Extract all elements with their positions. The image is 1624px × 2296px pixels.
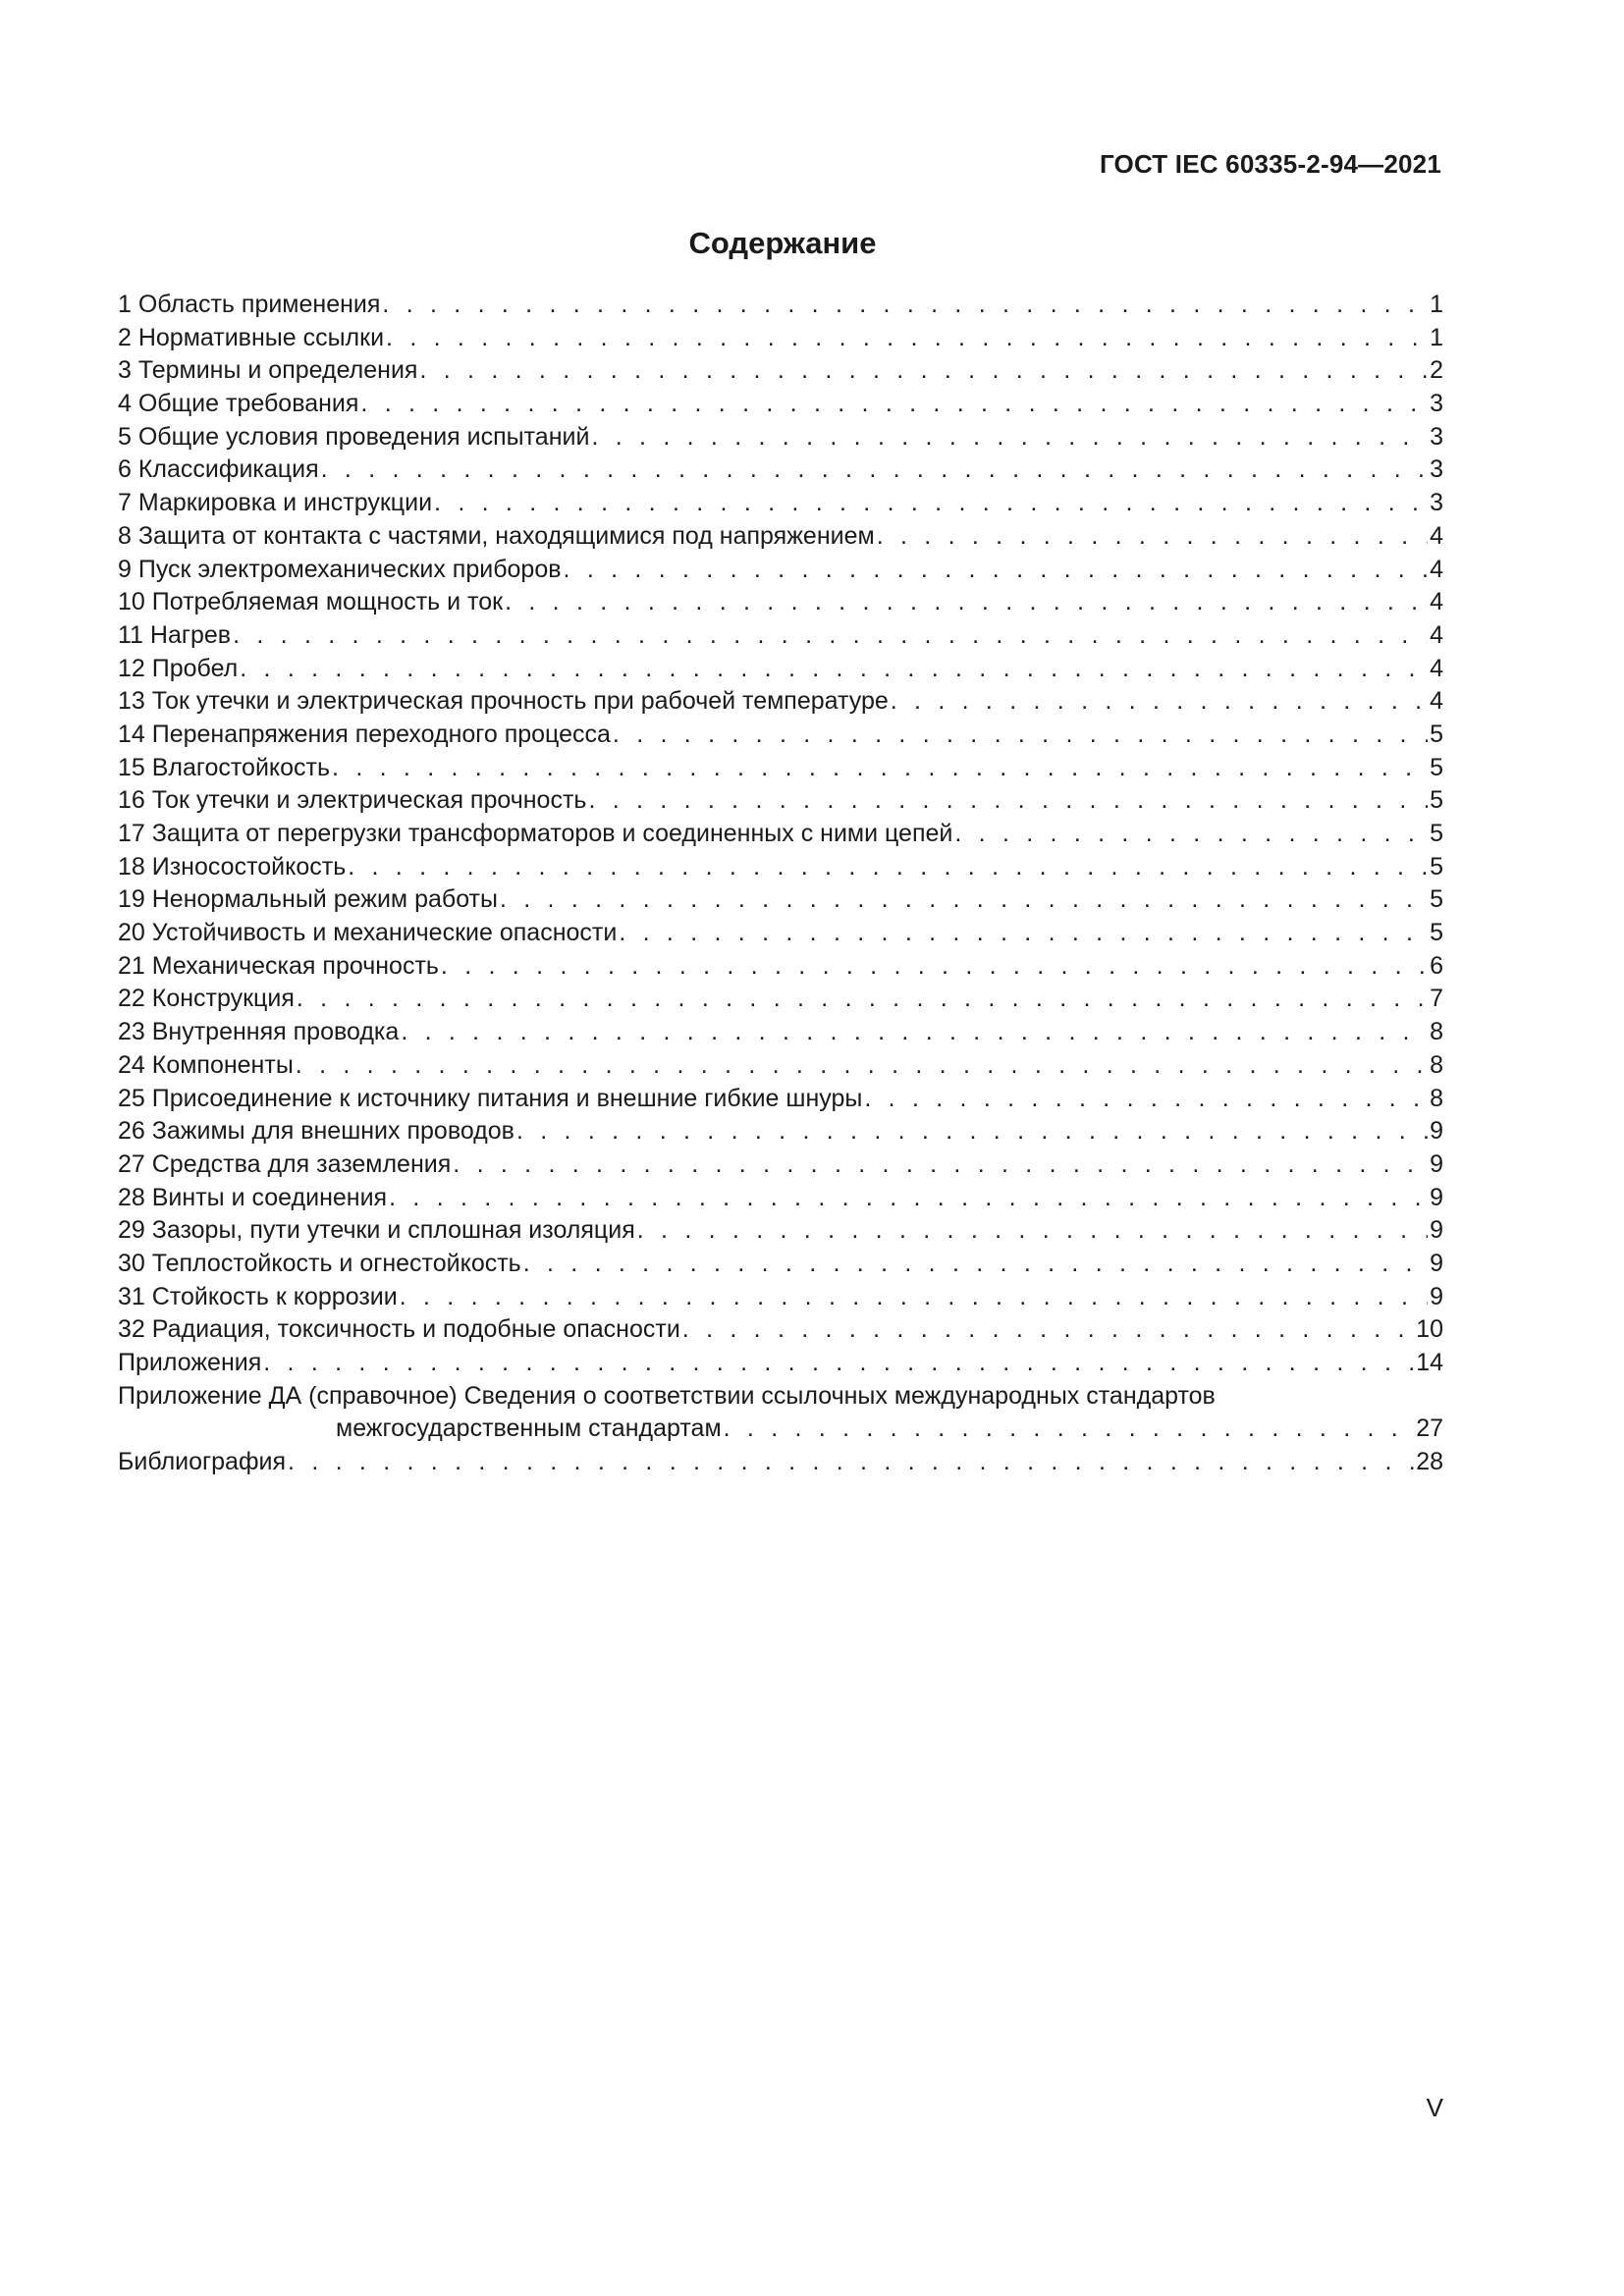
toc-entry[interactable]	[118, 917, 1443, 950]
dot-leader	[297, 983, 1428, 1016]
toc-entry-page: 8	[1430, 1050, 1443, 1079]
dot-leader	[637, 1214, 1428, 1248]
document-code: ГОСТ IEC 60335-2-94—2021	[1099, 149, 1441, 179]
toc-entry[interactable]	[118, 719, 1443, 752]
toc-entry[interactable]	[118, 586, 1443, 619]
toc-entry[interactable]	[118, 421, 1443, 454]
toc-entry-annex-da[interactable]	[118, 1380, 1443, 1414]
toc-entry-page: 1	[1430, 323, 1443, 351]
toc-heading: Содержание	[688, 226, 877, 260]
dot-leader	[505, 586, 1428, 619]
toc-entry-page: 7	[1430, 985, 1443, 1013]
toc-entry[interactable]	[118, 619, 1443, 653]
page-number: V	[1426, 2093, 1443, 2122]
toc-entry[interactable]	[118, 289, 1443, 322]
toc-entry-page: 5	[1430, 919, 1443, 947]
toc-entry-page: 9	[1430, 1282, 1443, 1310]
toc-entry-page: 9	[1430, 1249, 1443, 1277]
toc-entry[interactable]	[118, 520, 1443, 554]
toc-entry[interactable]	[118, 322, 1443, 355]
toc-entry-title: 6 Классификация	[118, 455, 319, 484]
dot-leader	[613, 719, 1428, 752]
toc-entry[interactable]	[118, 883, 1443, 917]
toc-entry-page: 3	[1430, 422, 1443, 451]
dot-leader	[386, 322, 1428, 355]
toc-entry[interactable]	[118, 1182, 1443, 1215]
toc-entry-page: 9	[1430, 1117, 1443, 1146]
toc-entry-page: 1	[1430, 291, 1443, 318]
toc-entry-title: 15 Влагостойкость	[118, 753, 331, 781]
toc-entry-title: 21 Механическая прочность	[118, 951, 439, 980]
toc-entry-title: 22 Конструкция	[118, 985, 295, 1013]
dot-leader	[500, 883, 1428, 917]
dot-leader	[389, 1182, 1428, 1215]
toc-entry-title: 25 Присоединение к источнику питания и внешние гибкие шнуры	[118, 1084, 863, 1112]
dot-leader	[382, 289, 1428, 322]
toc-entry[interactable]	[118, 653, 1443, 686]
dot-leader	[954, 818, 1428, 851]
toc-entry-title: Приложение ДА (справочное) Сведения о соответствии ссылочных международных стандартов	[118, 1381, 1216, 1410]
toc-entry-title: 24 Компоненты	[118, 1050, 294, 1079]
toc-entry-page: 9	[1430, 1149, 1443, 1178]
toc-entry-title: 5 Общие условия проведения испытаний	[118, 422, 590, 451]
toc-entry-page: 8	[1430, 1018, 1443, 1046]
toc-entry-page: 5	[1430, 753, 1443, 781]
toc-entry-page: 6	[1430, 951, 1443, 980]
toc-entry-title: 17 Защита от перегрузки трансформаторов и соединенных с ними цепей	[118, 820, 953, 847]
toc-entry-title: 4 Общие требования	[118, 390, 359, 418]
toc-entry-page: 4	[1430, 555, 1443, 583]
toc-entry-title: Приложения	[118, 1349, 262, 1376]
dot-leader	[877, 520, 1428, 554]
dot-leader	[564, 554, 1429, 587]
toc-entry[interactable]	[118, 1313, 1443, 1347]
dot-leader	[434, 487, 1428, 520]
dot-leader	[516, 1115, 1428, 1148]
toc-entry[interactable]	[118, 818, 1443, 851]
toc-entry-page: 28	[1416, 1448, 1443, 1476]
toc-entry-title: 12 Пробел	[118, 654, 239, 682]
dot-leader	[891, 685, 1428, 719]
dot-leader	[233, 619, 1428, 653]
toc-entry-title: 23 Внутренняя проводка	[118, 1018, 400, 1046]
toc-entry-title: 32 Радиация, токсичность и подобные опасности	[118, 1315, 680, 1344]
dot-leader	[724, 1413, 1415, 1446]
toc-entry-page: 14	[1416, 1349, 1443, 1376]
toc-entry-title: 27 Средства для заземления	[118, 1149, 452, 1178]
toc-entry-title: 11 Нагрев	[118, 620, 232, 649]
toc-entry-title: 30 Теплостойкость и огнестойкость	[118, 1249, 521, 1277]
toc-entry-page: 4	[1430, 588, 1443, 616]
toc-entry-page: 3	[1430, 455, 1443, 484]
dot-leader	[523, 1248, 1428, 1281]
dot-leader	[682, 1313, 1414, 1347]
dot-leader	[401, 1016, 1428, 1049]
toc-entry[interactable]	[118, 950, 1443, 984]
toc-entry-title: Библиография	[118, 1448, 287, 1476]
toc-entry[interactable]	[118, 1148, 1443, 1182]
toc-entry-page: 5	[1430, 720, 1443, 748]
toc-entry-title: 19 Ненормальный режим работы	[118, 885, 498, 914]
toc-entry[interactable]	[118, 554, 1443, 587]
toc-entry-page: 5	[1430, 820, 1443, 847]
toc-entry-title: 8 Защита от контакта с частями, находящимися под напряжением	[118, 521, 875, 550]
dot-leader	[864, 1083, 1428, 1116]
dot-leader	[419, 354, 1428, 388]
toc-entry-annex-da-continued[interactable]	[118, 1413, 1443, 1446]
dot-leader	[263, 1347, 1414, 1380]
dot-leader	[619, 917, 1428, 950]
toc-entry-page: 4	[1430, 687, 1443, 716]
toc-entry-page: 9	[1430, 1183, 1443, 1211]
toc-entry-title: 28 Винты и соединения	[118, 1183, 388, 1211]
dot-leader	[288, 1446, 1414, 1479]
toc-entry[interactable]	[118, 752, 1443, 785]
toc-entry-title: 26 Зажимы для внешних проводов	[118, 1117, 514, 1146]
dot-leader	[360, 388, 1428, 421]
toc-entry[interactable]	[118, 1248, 1443, 1281]
toc-entry-page: 3	[1430, 390, 1443, 418]
dot-leader	[296, 1049, 1428, 1083]
toc-entry-page: 10	[1416, 1315, 1443, 1344]
toc-entry-title: 20 Устойчивость и механические опасности	[118, 919, 618, 947]
toc-entry[interactable]	[118, 487, 1443, 520]
toc-entry[interactable]	[118, 1049, 1443, 1083]
toc-entry[interactable]	[118, 1016, 1443, 1049]
dot-leader	[400, 1281, 1428, 1314]
toc-entry-page: 9	[1430, 1216, 1443, 1245]
toc-entry-title: 10 Потребляемая мощность и ток	[118, 588, 504, 616]
toc-entry-title: 7 Маркировка и инструкции	[118, 489, 433, 517]
toc-entry-title: 9 Пуск электромеханических приборов	[118, 555, 562, 583]
dot-leader	[591, 421, 1428, 454]
toc-entry-title: 13 Ток утечки и электрическая прочность при рабочей температуре	[118, 687, 889, 716]
toc-entry-title: 16 Ток утечки и электрическая прочность	[118, 786, 587, 815]
dot-leader	[348, 851, 1428, 884]
dot-leader	[321, 454, 1428, 487]
toc-entry-page: 2	[1430, 356, 1443, 385]
toc-entry[interactable]	[118, 1083, 1443, 1116]
toc-entry[interactable]	[118, 1281, 1443, 1314]
toc-entry[interactable]	[118, 1347, 1443, 1380]
dot-leader	[441, 950, 1428, 984]
toc-entry-page: 5	[1430, 885, 1443, 914]
toc-entry-page: 5	[1430, 786, 1443, 815]
toc-entry-page: 4	[1430, 521, 1443, 550]
dot-leader	[332, 752, 1428, 785]
toc-entry-title: 18 Износостойкость	[118, 852, 347, 881]
toc-entry-page: 4	[1430, 654, 1443, 682]
toc-entry[interactable]	[118, 354, 1443, 388]
toc-entry-bibliography[interactable]	[118, 1446, 1443, 1479]
toc-entry-title: 2 Нормативные ссылки	[118, 323, 385, 351]
toc-entry[interactable]	[118, 454, 1443, 487]
toc-entry-page: 4	[1430, 620, 1443, 649]
toc-entry-page: 5	[1430, 852, 1443, 881]
table-of-contents	[118, 289, 1443, 1479]
toc-entry-title: 14 Перенапряжения переходного процесса	[118, 720, 611, 748]
toc-entry-page: 27	[1416, 1415, 1443, 1443]
toc-entry[interactable]	[118, 851, 1443, 884]
dot-leader	[240, 653, 1428, 686]
toc-entry-title-continued: межгосударственным стандартам	[336, 1415, 722, 1443]
toc-entry-title: 31 Стойкость к коррозии	[118, 1282, 398, 1310]
toc-entry[interactable]	[118, 784, 1443, 818]
dot-leader	[588, 784, 1428, 818]
toc-entry-title: 3 Термины и определения	[118, 356, 418, 385]
dot-leader	[453, 1148, 1428, 1182]
toc-entry[interactable]	[118, 685, 1443, 719]
toc-entry[interactable]	[118, 1214, 1443, 1248]
toc-entry-title: 29 Зазоры, пути утечки и сплошная изоляция	[118, 1216, 635, 1245]
toc-entry-page: 8	[1430, 1084, 1443, 1112]
toc-entry[interactable]	[118, 1115, 1443, 1148]
toc-entry[interactable]	[118, 983, 1443, 1016]
toc-entry[interactable]	[118, 388, 1443, 421]
toc-entry-page: 3	[1430, 489, 1443, 517]
toc-entry-title: 1 Область применения	[118, 291, 381, 318]
